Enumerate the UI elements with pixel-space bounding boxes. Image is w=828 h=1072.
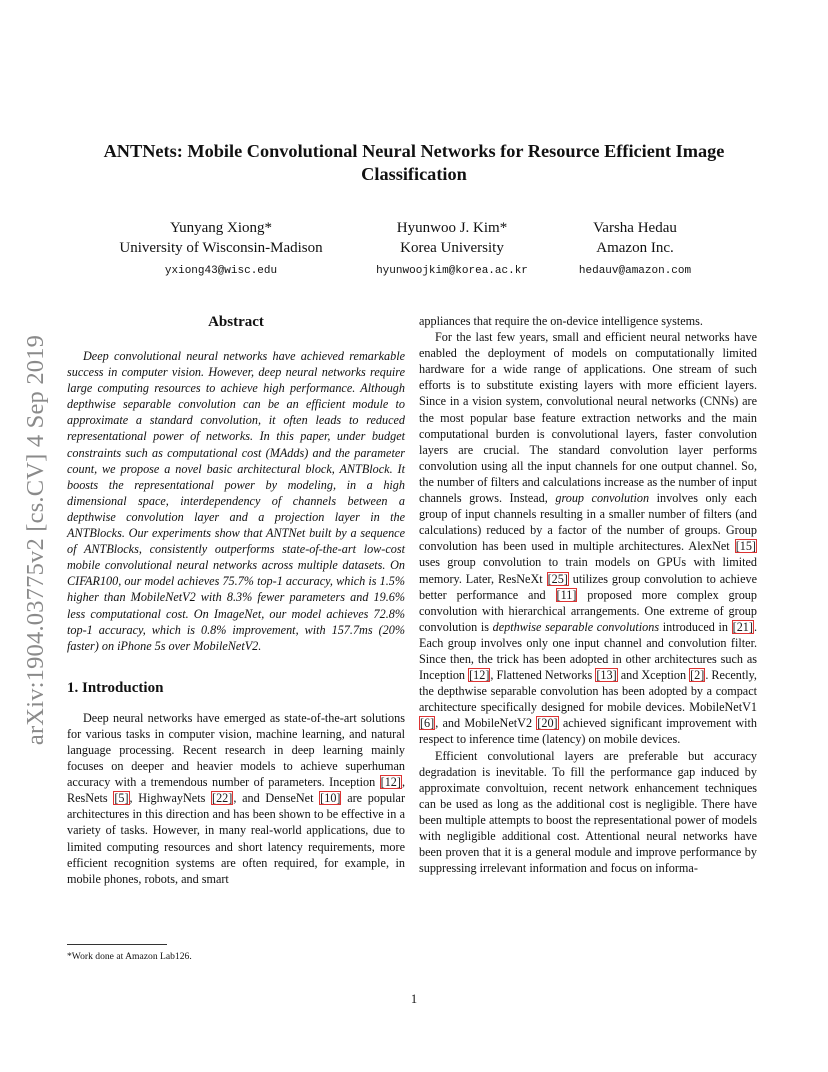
intro-paragraph-2: For the last few years, small and efficient neural networks have enabled the deployment of models on computationally limited hardware for a wide range of applications. One stream of such efforts is to substitute existing layers with more efficient layers. Since in a vision system, convolutional neural networks (CNNs) are the most popular base feature extraction networks and the main computational burden is convolutional layers, faster convolution layers are crucial. The standard convolution layer performs convolution using all the input channels for one output channel. So, the number of filters and calculations increase as the number of input channels grows. Instead, group convolution involves only each group of input channels resulting in a smaller number of filters (and calculations) reduced by a factor of the number of groups. Group convolution has been used in multiple architectures. AlexNet [15] uses group convolution to train models on GPUs with limited memory. Later, ResNeXt [25] utilizes group convolution to achieve better performance and [11] proposed more complex group convolution with hierarchical arrangements. One extreme of group convolution is depthwise separable convolutions introduced in [21]. Each group involves only one input channel and convolution filter. Since then, the trick has been adopted in other architectures such as Inception [12], Flattened Networks [13] and Xception [2]. Recently, the depthwise separable convolution has been adopted by a compact architecture specifically designed for mobile devices. MobileNetV1 [6], and MobileNetV2 [20] achieved significant improvement with respect to inference time (latency) on mobile devices.: [419, 330, 757, 747]
left-column: [67, 312, 405, 887]
abstract-body: Deep convolutional neural networks have achieved remarkable success in computer vision. However, deep neural networks require large computing resources to achieve high performance. Although depthwise separable convolution can be an efficient module to approximate a standard convolution, it often leads to reduced representational power of networks. In this paper, under budget constraints such as computational cost (MAdds) and the parameter count, we propose a novel basic architectural block, ANTBlock. It boosts the representational power by modeling, in a high dimensional space, interdependency of channels between a depthwise convolution layer and a projection layer in the ANTBlocks. Our experiments show that ANTNet built by a sequence of ANTBlocks, consistently outperforms state-of-the-art low-cost mobile convolutional neural networks across multiple datasets. On CIFAR100, our model achieves 75.7% top-1 accuracy, which is 1.5% higher than MobileNetV2 with 8.3% fewer parameters and 19.6% less computational cost. On ImageNet, our model achieves 72.8% top-1 accuracy, which is 0.8% improvement, with 157.7ms (20% faster) on iPhone 5s over MobileNetV2.: [67, 349, 405, 653]
citation-link[interactable]: [11]: [556, 587, 577, 602]
author-name: Hyunwoo J. Kim*: [396, 220, 508, 236]
abstract-heading: Abstract: [208, 314, 264, 330]
citation-link[interactable]: [12]: [380, 775, 401, 790]
intro-paragraph-1: Deep neural networks have emerged as state-of-the-art solutions for various tasks in computer vision, machine learning, and natural language processing. Recent research in deep learning mainly focuses on deeper and heavier models to achieve superhuman accuracy with a tremendous number of parameters. Inception [12], ResNets [5], HighwayNets [22], and DenseNet [10] are popular architectures in this direction and has been shown to be effective in a variety of tasks. However, in many real-world applications, due to limited computing resources and short latency requirements, more efficient recognition systems are often required, for example, in mobile phones, robots, and smart: [67, 710, 406, 886]
author-1: [119, 218, 322, 281]
citation-link[interactable]: [13]: [596, 668, 617, 683]
author-name: Yunyang Xiong*: [169, 220, 273, 236]
author-email: yxiong43@wisc.edu: [164, 265, 278, 277]
citation-link[interactable]: [15]: [735, 539, 756, 554]
footnote: *Work done at Amazon Lab126.: [67, 951, 192, 962]
intro-paragraph-3: Efficient convolutional layers are preferable but accuracy degradation is inevitable. To fill the performance gap induced by approximate convoltuion, recent network enhancement techniques can be used as long as the additional cost is negligible. There have been multiple attempts to boost the representational power of models with negligible additional cost. Attentional neural networks have been proven that it is a general module and improve performance by suppressing irrelevant information and focus on informa-: [419, 748, 757, 876]
author-2: [376, 218, 528, 281]
author-3: [579, 218, 691, 281]
paragraph-continuation: appliances that require the on-device intelligence systems.: [419, 314, 703, 328]
citation-link[interactable]: [20]: [537, 716, 558, 731]
citation-link[interactable]: [21]: [732, 619, 753, 634]
citation-link[interactable]: [25]: [547, 571, 568, 586]
citation-link[interactable]: [6]: [420, 716, 435, 731]
author-affiliation: Korea University: [400, 240, 504, 256]
author-affiliation: Amazon Inc.: [596, 240, 674, 256]
citation-link[interactable]: [12]: [469, 668, 490, 683]
author-email: hyunwoojkim@korea.ac.kr: [376, 265, 528, 277]
page-number: 1: [410, 992, 418, 1006]
author-email: hedauv@amazon.com: [578, 265, 692, 277]
paper-title: ANTNets: Mobile Convolutional Neural Networks for Resource Efficient Image Classification: [103, 141, 725, 184]
author-affiliation: University of Wisconsin-Madison: [119, 240, 323, 256]
citation-link[interactable]: [22]: [212, 791, 233, 806]
introduction-heading: 1. Introduction: [67, 679, 164, 696]
right-column: [419, 313, 757, 876]
author-block: [0, 218, 828, 278]
arxiv-identifier: arXiv:1904.03775v2 [cs.CV] 4 Sep 2019: [22, 334, 50, 746]
citation-link[interactable]: [5]: [114, 791, 129, 806]
citation-link[interactable]: [10]: [320, 791, 341, 806]
author-name: Varsha Hedau: [593, 220, 677, 236]
citation-link[interactable]: [2]: [690, 668, 705, 683]
footnote-rule: [67, 944, 167, 945]
